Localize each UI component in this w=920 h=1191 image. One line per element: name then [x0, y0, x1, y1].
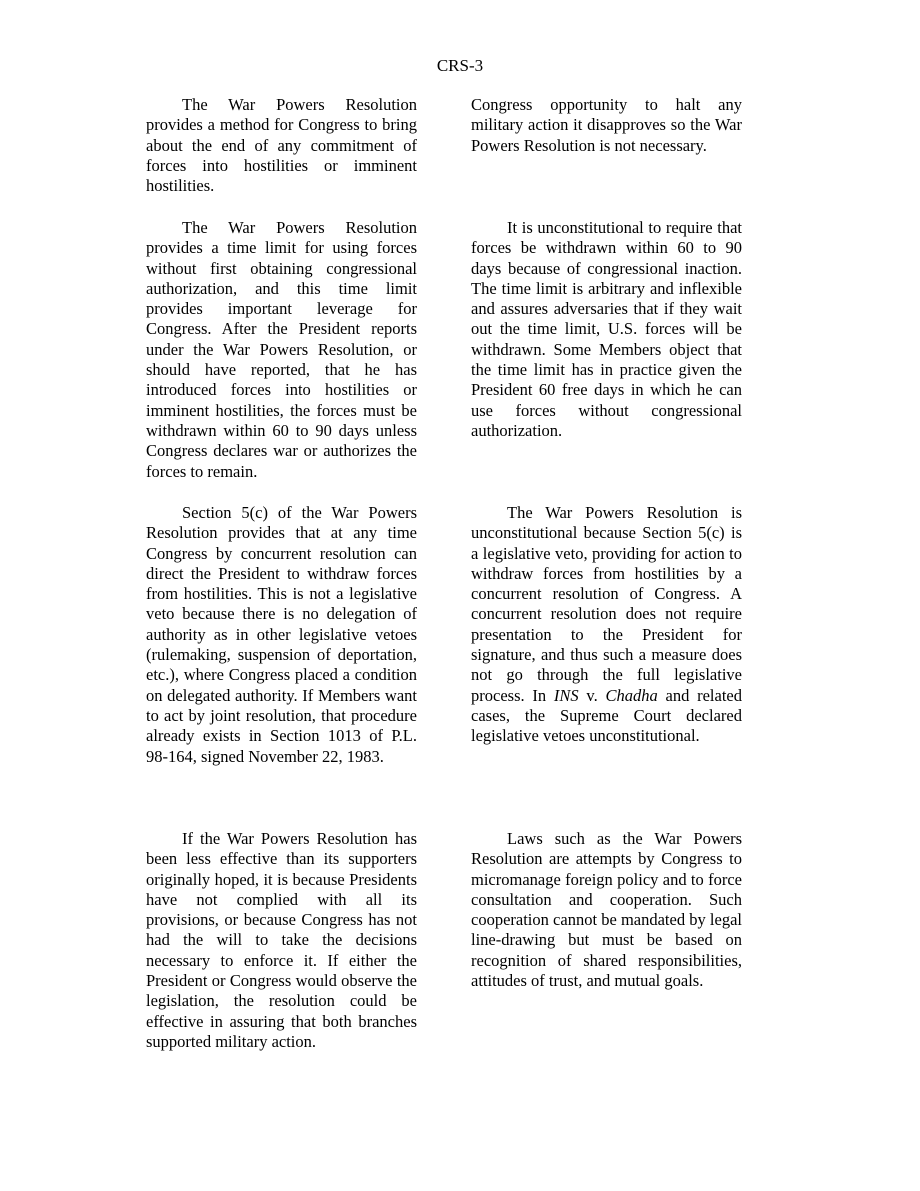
left-paragraph-2: The War Powers Resolution provides a time limit for using forces without first obtaining congressional authorization, and this time limit provides important leverage for Congress. After the President reports under the War Powers Resolution, or should have reported, that he has introduced forces into hostilities or imminent hostilities, the forces must be withdrawn within 60 to 90 days unless Congress declares war or authorizes the forces to remain.	[146, 218, 417, 481]
left-paragraph-1: The War Powers Resolution provides a method for Congress to bring about the end of any commitment of forces into hostilities or imminent hostilities.	[146, 95, 417, 196]
right-paragraph-2: It is unconstitutional to require that forces be withdrawn within 60 to 90 days because of congressional inaction. The time limit is arbitrary and inflexible and assures adversaries that if they wait out the time limit, U.S. forces will be withdrawn. Some Members object that the time limit has in practice given the President 60 free days in which he can use forces without congressional authorization.	[471, 218, 742, 440]
right-paragraph-3-text-a: The War Powers Resolution is unconstitutional because Section 5(c) is a legislative veto, providing for action to withdraw forces from hostilities by a concurrent resolution of Congress. A concurrent resolution does not require presentation to the President for signature, and thus such a measure does not go through the full legislative process. In	[471, 503, 742, 705]
right-paragraph-1: Congress opportunity to halt any military action it disapproves so the War Powers Resolution is not necessary.	[471, 95, 742, 155]
right-paragraph-3-text-b: and related cases, the Supreme Court declared legislative vetoes unconstitutional.	[471, 685, 742, 746]
right-paragraph-4: Laws such as the War Powers Resolution are attempts by Congress to micromanage foreign policy and to force consultation and cooperation. Such cooperation cannot be mandated by legal line-drawing but must be based on recognition of shared responsibilities, attitudes of trust, and mutual goals.	[471, 829, 742, 991]
case-name-ins: INS	[553, 685, 579, 705]
case-name-chadha: Chadha	[605, 685, 658, 705]
case-versus: v.	[578, 685, 606, 705]
left-paragraph-3: Section 5(c) of the War Powers Resolution provides that at any time Congress by concurrent resolution can direct the President to withdraw forces from hostilities. This is not a legislative veto because there is no delegation of authority as in other legislative vetoes (rulemaking, suspension of deportation, etc.), where Congress placed a condition on delegated authority. If Members want to act by joint resolution, that procedure already exists in Section 1013 of P.L. 98-164, signed November 22, 1983.	[146, 503, 417, 766]
page-number-header: CRS-3	[436, 56, 484, 75]
left-paragraph-4: If the War Powers Resolution has been less effective than its supporters originally hoped, it is because Presidents have not complied with all its provisions, or because Congress has not had the will to take the decisions necessary to enforce it. If either the President or Congress would observe the legislation, the resolution could be effective in assuring that both branches supported military action.	[146, 829, 417, 1051]
right-paragraph-3	[471, 503, 742, 747]
